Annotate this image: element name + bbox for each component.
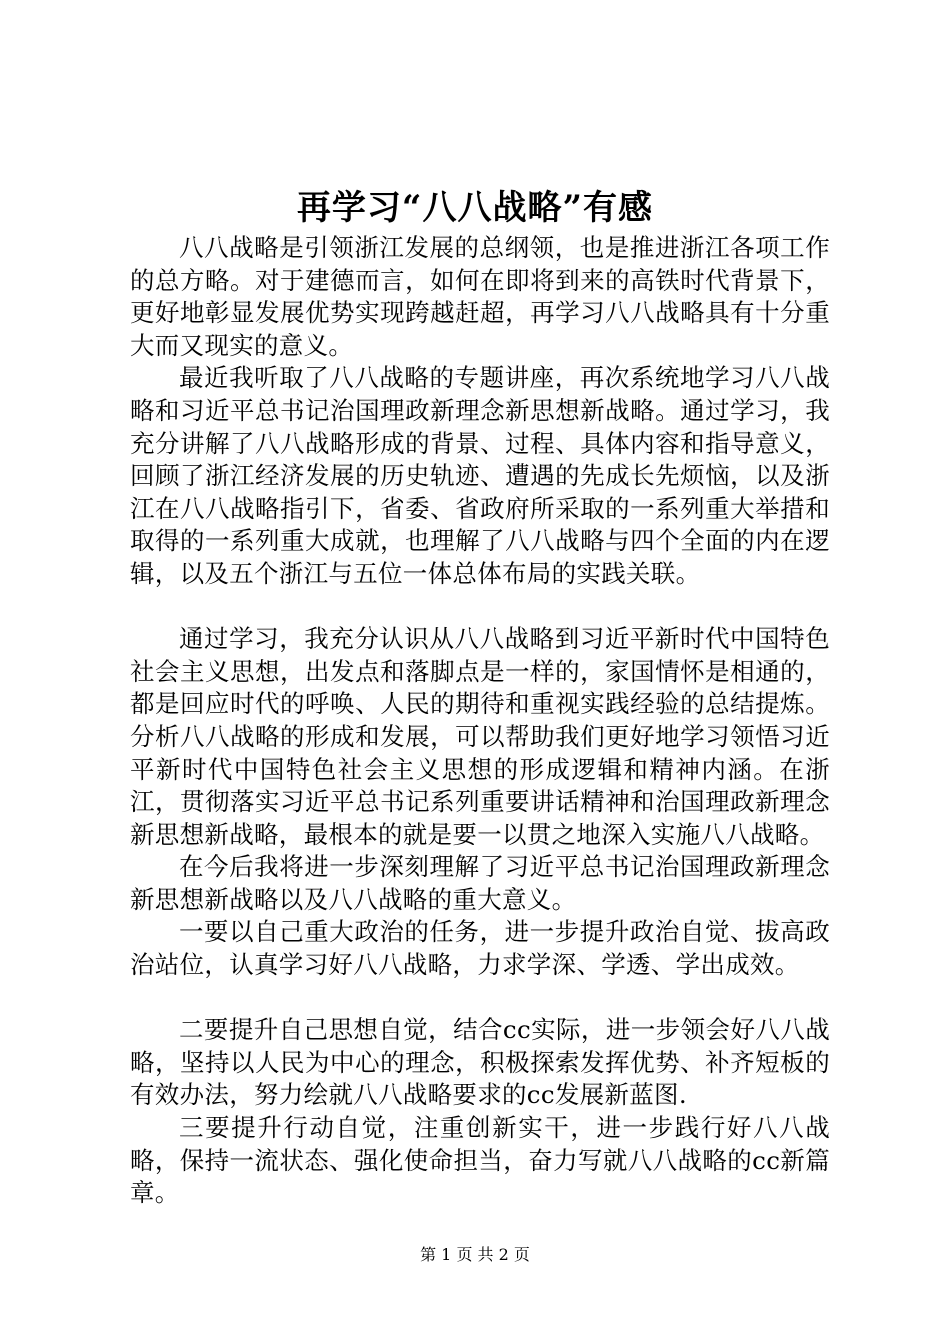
paragraph-6: 二要提升自己思想自觉，结合cc实际，进一步领会好八八战略，坚持以人民为中心的理念，积极探索发挥优势、补齐短板的有效办法，努力绘就八八战略要求的cc发展新蓝图. <box>130 1015 830 1110</box>
paragraph-3: 通过学习，我充分认识从八八战略到习近平新时代中国特色社会主义思想，出发点和落脚点是一样的，家国情怀是相通的，都是回应时代的呼唤、人民的期待和重视实践经验的总结提炼。分析八八战略的形成和发展，可以帮助我们更好地学习领悟习近平新时代中国特色社会主义思想的形成逻辑和精神内涵。在浙江，贯彻落实习近平总书记系列重要讲话精神和治国理政新理念新思想新战略，最根本的就是要一以贯之地深入实施八八战略。 <box>130 624 830 849</box>
page-footer: 第 1 页 共 2 页 <box>420 1245 530 1264</box>
paragraph-5: 一要以自己重大政治的任务，进一步提升政治自觉、拔高政治站位，认真学习好八八战略，力求学深、学透、学出成效。 <box>130 917 830 980</box>
paragraph-2: 最近我听取了八八战略的专题讲座，再次系统地学习八八战略和习近平总书记治国理政新理念新思想新战略。通过学习，我充分讲解了八八战略形成的背景、过程、具体内容和指导意义，回顾了浙江经济发展的历史轨迹、遭遇的先成长先烦恼，以及浙江在八八战略指引下，省委、省政府所采取的一系列重大举措和取得的一系列重大成就，也理解了八八战略与四个全面的内在逻辑，以及五个浙江与五位一体总体布局的实践关联。 <box>130 363 830 588</box>
paragraph-1: 八八战略是引领浙江发展的总纲领，也是推进浙江各项工作的总方略。对于建德而言，如何在即将到来的高铁时代背景下，更好地彰显发展优势实现跨越赶超，再学习八八战略具有十分重大而又现实的意义。 <box>130 233 830 360</box>
document-title: 再学习“八八战略”有感 <box>296 188 654 228</box>
document-body <box>130 232 830 1210</box>
paragraph-4: 在今后我将进一步深刻理解了习近平总书记治国理政新理念新思想新战略以及八八战略的重大意义。 <box>130 852 830 914</box>
paragraph-7: 三要提升行动自觉，注重创新实干，进一步践行好八八战略，保持一流状态、强化使命担当，奋力写就八八战略的cc新篇章。 <box>130 1113 830 1208</box>
